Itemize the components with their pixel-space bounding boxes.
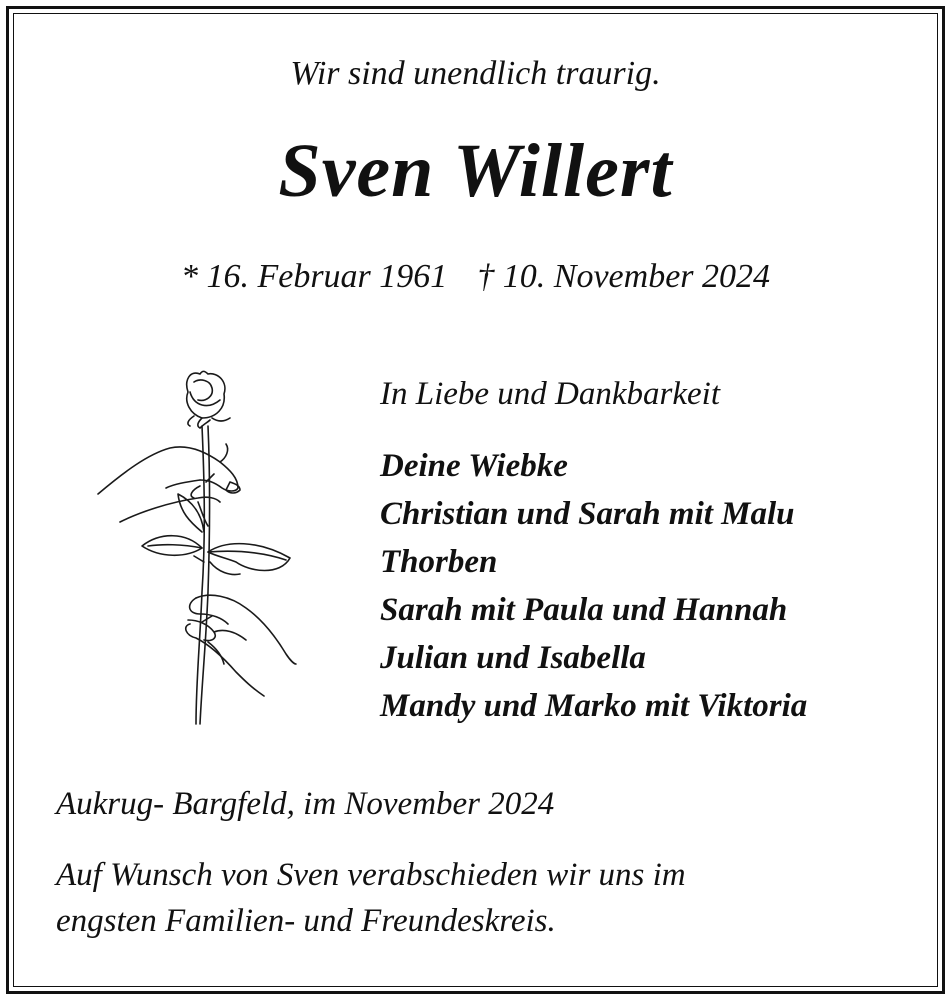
- mourner-name: Christian und Sarah mit Malu: [380, 496, 795, 532]
- place-and-date: Aukrug- Bargfeld, im November 2024: [56, 786, 555, 822]
- deceased-name: Sven Willert: [278, 129, 673, 213]
- intro-text: Wir sind unendlich traurig.: [290, 55, 661, 92]
- farewell-note: [56, 852, 686, 944]
- life-dates: [0, 258, 951, 296]
- mourner-name: Thorben: [380, 544, 498, 580]
- farewell-note-line: Auf Wunsch von Sven verabschieden wir uns im: [56, 857, 686, 893]
- death-date: † 10. November 2024: [477, 258, 771, 295]
- birth-date: * 16. Februar 1961: [180, 258, 448, 295]
- mourners-list: [380, 442, 807, 730]
- dedication-text: In Liebe und Dankbarkeit: [380, 376, 721, 412]
- farewell-note-line: engsten Familien- und Freundeskreis.: [56, 903, 556, 939]
- rose-with-hands-icon: [90, 362, 310, 734]
- mourner-name: Mandy und Marko mit Viktoria: [380, 688, 808, 724]
- mourner-name: Julian und Isabella: [380, 640, 646, 676]
- mourner-name: Sarah mit Paula und Hannah: [380, 592, 788, 628]
- mourner-name: Deine Wiebke: [380, 448, 568, 484]
